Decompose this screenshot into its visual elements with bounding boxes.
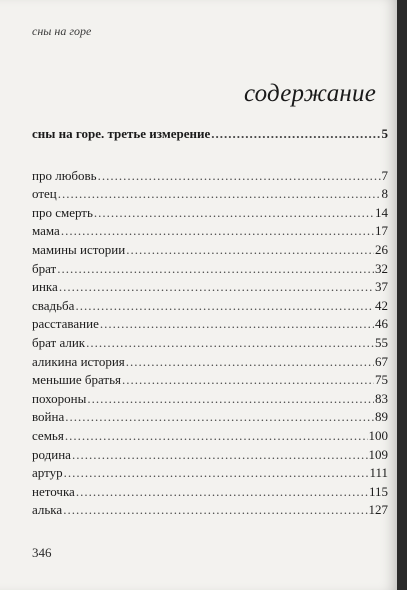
toc-entry-title: семья bbox=[32, 427, 64, 443]
dot-leader bbox=[61, 224, 374, 237]
dot-leader bbox=[122, 373, 374, 386]
toc-entry-title: артур bbox=[32, 465, 63, 481]
dot-leader bbox=[65, 429, 368, 442]
dot-leader bbox=[126, 243, 374, 256]
toc-entry bbox=[32, 200, 388, 219]
dot-leader bbox=[211, 127, 380, 140]
toc-entry-page: 67 bbox=[375, 353, 388, 369]
toc-section-page: 5 bbox=[381, 126, 388, 141]
toc-entry-page: 100 bbox=[368, 427, 388, 443]
toc-entry bbox=[32, 405, 388, 424]
toc-entry bbox=[32, 163, 388, 182]
toc-entry-title: алька bbox=[32, 502, 63, 518]
toc-entry-page: 46 bbox=[375, 316, 388, 332]
dot-leader bbox=[57, 262, 374, 275]
toc-entry-title: расставание bbox=[32, 316, 99, 332]
toc-entry bbox=[32, 330, 388, 349]
toc-entry-title: инка bbox=[32, 279, 58, 295]
toc-entry-title: меньшие братья bbox=[32, 372, 122, 388]
toc-entry-page: 89 bbox=[375, 409, 388, 425]
toc-entry-page: 127 bbox=[368, 502, 388, 518]
dot-leader bbox=[59, 280, 374, 293]
toc-title: содержание bbox=[244, 80, 376, 107]
running-head: сны на горе bbox=[32, 24, 92, 38]
dot-leader bbox=[126, 355, 374, 368]
dot-leader bbox=[86, 336, 374, 349]
page-number: 346 bbox=[32, 545, 52, 560]
toc-entry bbox=[32, 293, 388, 312]
toc-entry-page: 8 bbox=[381, 186, 388, 202]
toc-entry-title: мамины истории bbox=[32, 241, 126, 257]
toc-entry-page: 55 bbox=[375, 334, 388, 350]
toc-entry bbox=[32, 498, 388, 517]
toc-entry bbox=[32, 312, 388, 331]
toc-entry bbox=[32, 479, 388, 498]
toc-entry bbox=[32, 219, 388, 238]
toc-entry-page: 42 bbox=[375, 297, 388, 313]
toc-entry bbox=[32, 182, 388, 201]
toc-entry-page: 26 bbox=[375, 241, 388, 257]
toc-entry-page: 37 bbox=[375, 279, 388, 295]
toc-entry-page: 14 bbox=[375, 204, 388, 220]
dot-leader bbox=[94, 206, 374, 219]
toc-entry-page: 83 bbox=[375, 390, 388, 406]
dot-leader bbox=[64, 466, 369, 479]
toc-entry-title: про смерть bbox=[32, 204, 93, 220]
toc-entry bbox=[32, 423, 388, 442]
dot-leader bbox=[100, 317, 374, 330]
toc-entry-title: брат bbox=[32, 260, 57, 276]
toc-entry-title: война bbox=[32, 409, 65, 425]
dot-leader bbox=[72, 448, 368, 461]
toc-entry bbox=[32, 349, 388, 368]
toc-entry-page: 115 bbox=[368, 483, 388, 499]
toc-entry-title: аликина история bbox=[32, 353, 125, 369]
toc-entry-page: 17 bbox=[375, 223, 388, 239]
toc-list bbox=[32, 127, 388, 516]
toc-entry-page: 7 bbox=[381, 167, 388, 183]
toc-entry bbox=[32, 256, 388, 275]
dot-leader bbox=[58, 187, 381, 200]
dot-leader bbox=[98, 169, 381, 182]
toc-entry bbox=[32, 368, 388, 387]
toc-entry-title: родина bbox=[32, 446, 71, 462]
dot-leader bbox=[76, 485, 368, 498]
toc-entry bbox=[32, 442, 388, 461]
toc-entry-page: 111 bbox=[369, 465, 388, 481]
toc-entry bbox=[32, 237, 388, 256]
toc-entry bbox=[32, 461, 388, 480]
toc-entry-page: 32 bbox=[375, 260, 388, 276]
toc-entry-page: 109 bbox=[368, 446, 388, 462]
toc-section bbox=[32, 127, 388, 163]
toc-entry-title: отец bbox=[32, 186, 57, 202]
dot-leader bbox=[63, 503, 367, 516]
dot-leader bbox=[75, 299, 374, 312]
toc-entry-title: мама bbox=[32, 223, 60, 239]
toc-entry-title: брат алик bbox=[32, 334, 86, 350]
toc-entry-title: неточка bbox=[32, 483, 75, 499]
dot-leader bbox=[87, 392, 374, 405]
toc-entry-title: свадьба bbox=[32, 297, 75, 313]
toc-section-title: сны на горе. третье измерение bbox=[32, 126, 211, 141]
toc-entry-title: похороны bbox=[32, 390, 87, 406]
dot-leader bbox=[65, 410, 374, 423]
toc-entry bbox=[32, 275, 388, 294]
toc-entry-title: про любовь bbox=[32, 167, 97, 183]
toc-entry-page: 75 bbox=[375, 372, 388, 388]
toc-entry bbox=[32, 386, 388, 405]
